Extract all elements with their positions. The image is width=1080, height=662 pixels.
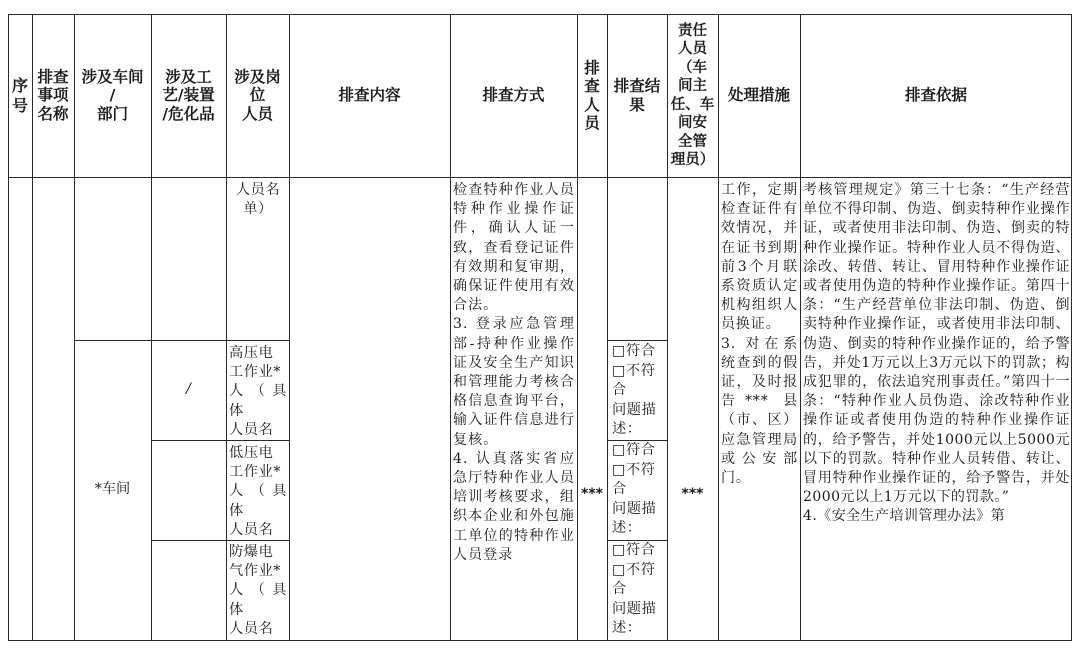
header-basis: 排查依据 (904, 86, 967, 105)
header-workshop: 涉及车间 / 部门 (81, 67, 144, 123)
result-low-voltage: □符合 □不符 合 问题描 述： (612, 442, 657, 536)
position-low-voltage: 低压电 工作业* 人（具体 人员名 (229, 445, 287, 538)
header-inspector: 排 查 人 员 (584, 58, 600, 132)
header-seq: 序 号 (11, 75, 28, 115)
header-process: 涉及工 艺/装置 /危化品 (162, 67, 215, 123)
header-position: 涉及岗 位 人员 (234, 67, 281, 123)
result-high-voltage: □符合 □不符 合 问题描 述： (612, 343, 657, 437)
method-text: 检查特种作业人员特种作业操作证件，确认人证一致，查看登记证件有效期和复审期，确保证件使用有效合法。 3. 登录应急管理部-持种作业操作证及安全生产知识和管理能力考核合格信息查询平台，输入证件信息进行复核。 4. 认真落实省应急厅特种作业人员培训考核要求，组织本企业和外包施工单位的特种作业人员登录 (453, 182, 575, 563)
header-item-name: 排查 事项 名称 (37, 67, 69, 123)
header-content: 排查内容 (338, 86, 401, 105)
measures-text: 工作，定期检查证件有效情况，并在证书到期前3个月联系资质认定机构组织人员换证。 3. 对在系统查到的假证，及时报告*** 县（市、区）应急管理局或公安部门。 (721, 182, 798, 487)
header-result: 排查结 果 (613, 77, 661, 114)
position-top: 人员名 单） (235, 182, 281, 218)
position-explosion-proof: 防爆电 气作业* 人（具体 人员名 (229, 544, 287, 637)
responsible-value: *** (681, 486, 704, 503)
result-explosion-proof: □符合 □不符 合 问题描 述： (612, 542, 657, 636)
header-measures: 处理措施 (727, 86, 790, 105)
position-high-voltage: 高压电 工作业* 人（具体 人员名 (229, 345, 287, 438)
basis-text: 考核管理规定》第三十七条：“生产经营单位不得印制、伪造、倒卖特种作业操作证，或者使用非法印制、伪造、倒卖的特种作业操作证。特种作业人员不得伪造、涂改、转借、转让、冒用特种作业操作证或者使用伪造的特种作业操作证。第四十条：“生产经营单位非法印制、伪造、倒卖特种作业操作证，或者使用非法印制、伪造、倒卖的特种作业操作证的，给予警告，并处1万元以上3万元以下的罚款；构成犯罪的，依法追究刑事责任。”第四十一条：“特种作业人员伪造、涂改特种作业操作证或者使用伪造的特种作业操作证的，给予警告，并处1000元以上5000元以下的罚款。特种作业人员转借、转让、冒用特种作业操作证的，给予警告，并处2000元以上1万元以下的罚款。” 4.《安全生产培训管理办法》第 (803, 182, 1070, 525)
header-method: 排查方式 (482, 86, 545, 105)
process-value: / (186, 381, 191, 398)
header-responsible: 责任 人员 （车 间主 任、车 间安 全管 理员） (670, 22, 715, 168)
inspector-value: *** (581, 486, 603, 503)
workshop-value: *车间 (94, 481, 131, 498)
